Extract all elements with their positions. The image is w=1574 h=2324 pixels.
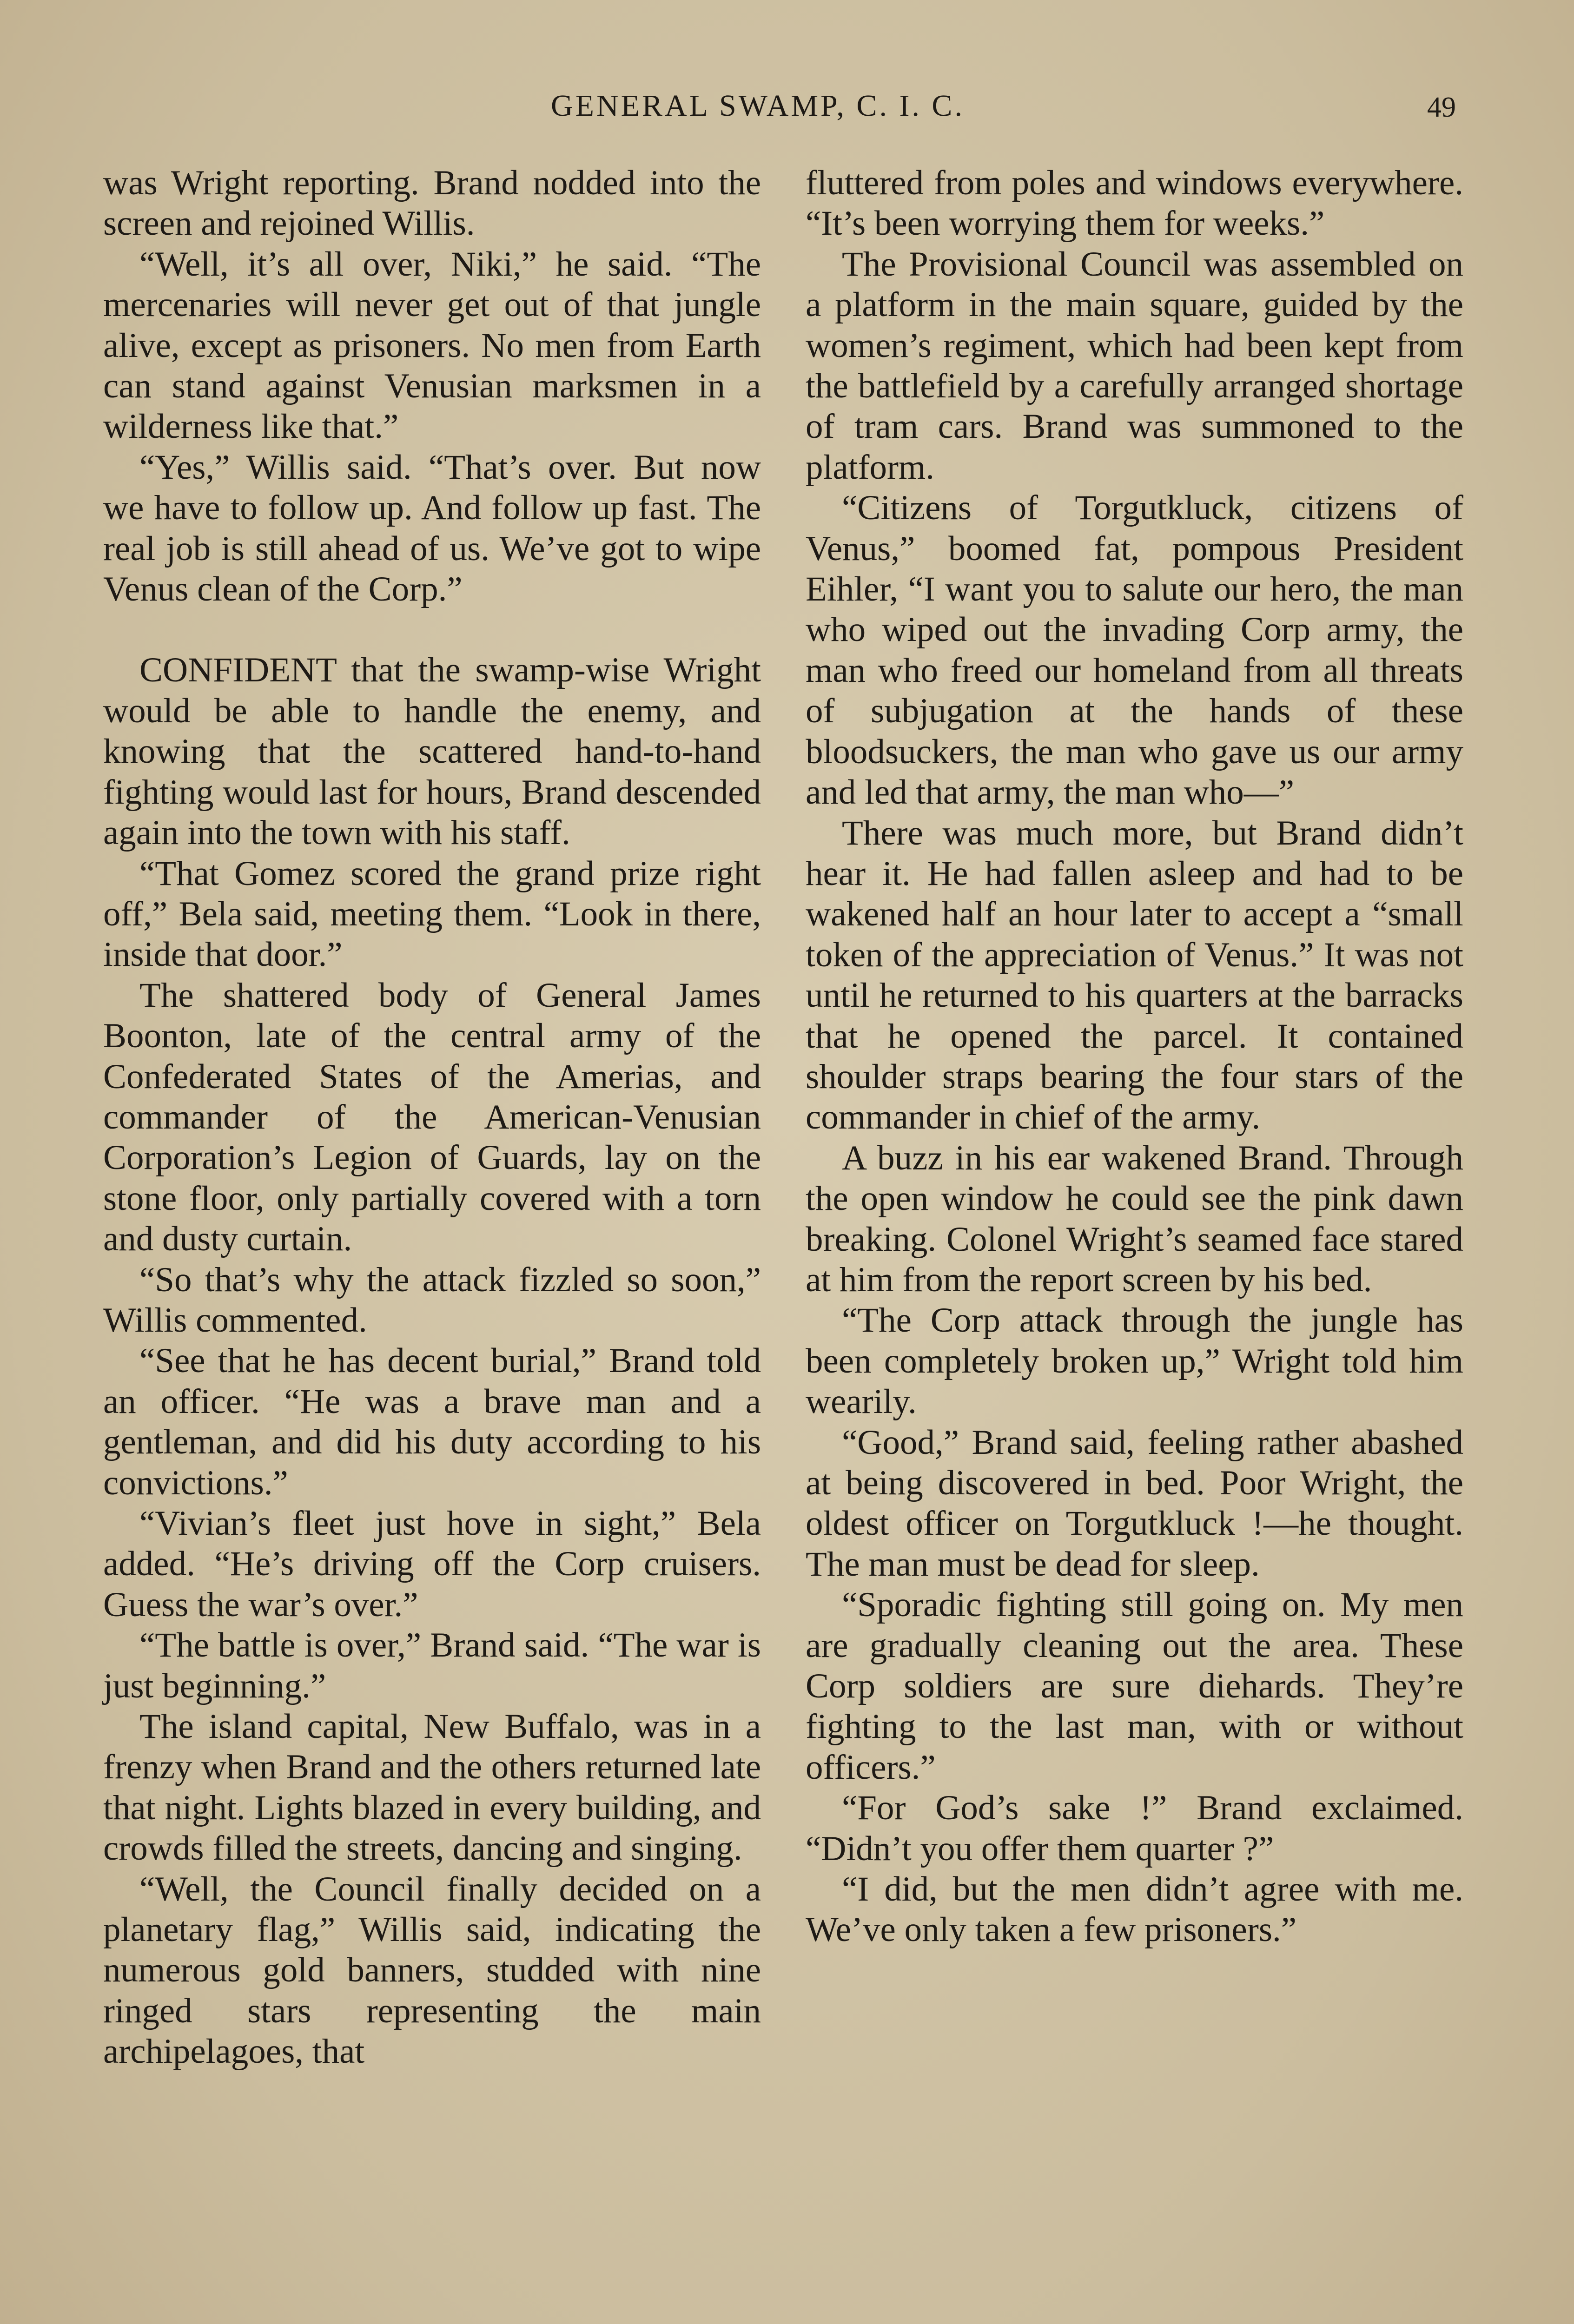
paragraph: “I did, but the men didn’t agree with me. We’ve only taken a few prisoners.” [806,1870,1463,1949]
paragraph: The Provisional Council was assembled on a platform in the main square, guided by the women’s regiment, which had been kept from the battlefield by a carefully arranged shortage of tram cars. Brand was summoned to the platform. [806,244,1463,487]
paragraph: “Well, the Council finally decided on a planetary flag,” Willis said, indicating the numerous gold banners, studded with nine ringed stars representing the main archipelagoes, that [103,1869,761,2071]
right-column [806,163,1463,1950]
paragraph: “See that he has decent burial,” Brand told an officer. “He was a brave man and a gentleman, and did his duty according to his convictions.” [103,1341,761,1502]
paragraph: “Good,” Brand said, feeling rather abashed at being discovered in bed. Poor Wright, the oldest officer on Torgutkluck !—he thought. The man must be dead for sleep. [806,1423,1463,1584]
section-opening-paragraph: CONFIDENT that the swamp-wise Wright would be able to handle the enemy, and knowing that the scattered hand-to-hand fighting would last for hours, Brand descended again into the town with his staff. [103,651,761,852]
left-column [103,163,761,2072]
running-head: GENERAL SWAMP, C. I. C. [551,89,965,123]
paragraph: “Citizens of Torgutkluck, citizens of Venus,” boomed fat, pompous President Eihler, “I want you to salute our hero, the man who wiped out the invading Corp army, the man who freed our homeland from all threats of subjugation at the hands of these bloodsuckers, the man who gave us our army and led that army, the man who—” [806,489,1463,812]
page-number: 49 [1427,92,1456,123]
paragraph: “The battle is over,” Brand said. “The war is just beginning.” [103,1626,761,1705]
paragraph: “Vivian’s fleet just hove in sight,” Bela added. “He’s driving off the Corp cruisers. Guess the war’s over.” [103,1504,761,1624]
paragraph: “Yes,” Willis said. “That’s over. But now we have to follow up. And follow up fast. The real job is still ahead of us. We’ve got to wipe Venus clean of the Corp.” [103,448,761,609]
paragraph: “So that’s why the attack fizzled so soon,” Willis commented. [103,1260,761,1340]
paragraph: The shattered body of General James Boonton, late of the central army of the Confederated States of the Amerias, and commander of the American-Venusian Corporation’s Legion of Guards, lay on the stone floor, only partially covered with a torn and dusty curtain. [103,976,761,1259]
paragraph: fluttered from poles and windows everywhere. “It’s been worrying them for weeks.” [806,164,1463,243]
paragraph: “Sporadic fighting still going on. My men are gradually cleaning out the area. These Corp soldiers are sure diehards. They’re fighting to the last man, with or without officers.” [806,1585,1463,1787]
paragraph: was Wright reporting. Brand nodded into the screen and rejoined Willis. [103,164,761,243]
paragraph: “For God’s sake !” Brand exclaimed. “Didn’t you offer them quarter ?” [806,1789,1463,1868]
paragraph: “That Gomez scored the grand prize right off,” Bela said, meeting them. “Look in there, inside that door.” [103,854,761,974]
paragraph: There was much more, but Brand didn’t hear it. He had fallen asleep and had to be wakened half an hour later to accept a “small token of the appreciation of Venus.” It was not until he returned to his quarters at the barracks that he opened the parcel. It contained shoulder straps bearing the four stars of the commander in chief of the army. [806,813,1463,1137]
paragraph: “The Corp attack through the jungle has been completely broken up,” Wright told him wearily. [806,1301,1463,1421]
paragraph: A buzz in his ear wakened Brand. Through the open window he could see the pink dawn breaking. Colonel Wright’s seamed face stared at him from the report screen by his bed. [806,1138,1463,1299]
paragraph: “Well, it’s all over, Niki,” he said. “The mercenaries will never get out of that jungle alive, except as prisoners. No men from Earth can stand against Venusian marksmen in a wilderness like that.” [103,244,761,446]
paragraph: The island capital, New Buffalo, was in a frenzy when Brand and the others returned late that night. Lights blazed in every building, and crowds filled the streets, dancing and singing. [103,1707,761,1868]
